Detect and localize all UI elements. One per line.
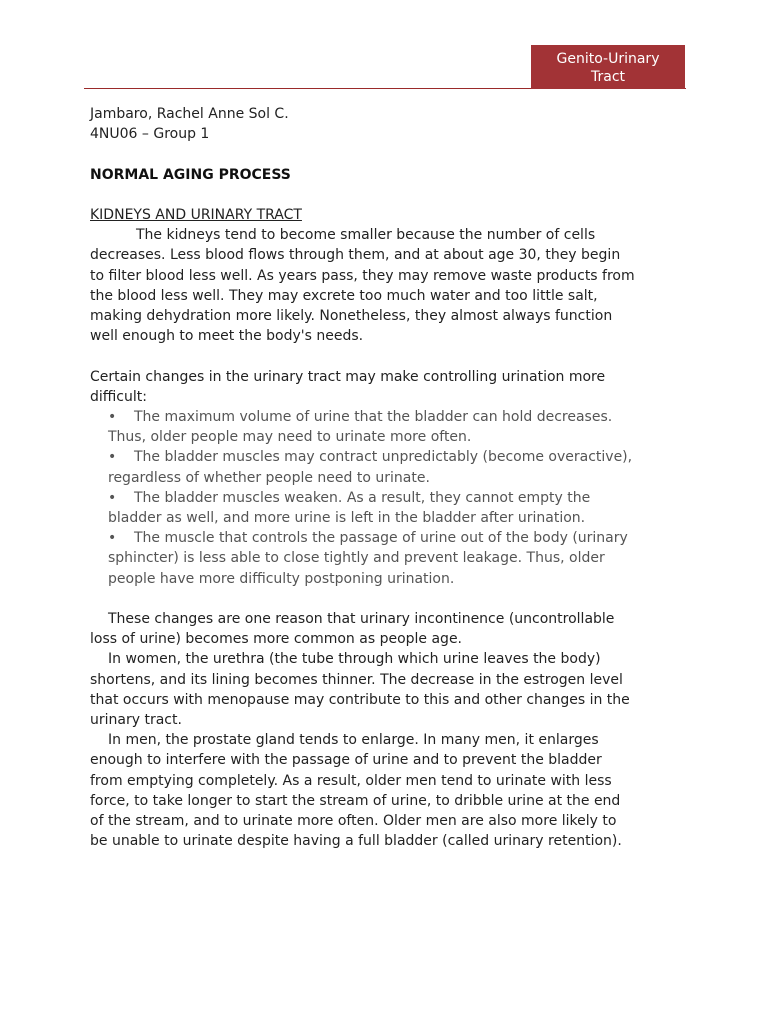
paragraph-line: urinary tract. — [90, 712, 182, 729]
bullet-icon: • — [108, 489, 117, 506]
header-tab-line1: Genito-Urinary — [556, 50, 660, 67]
section-heading: KIDNEYS AND URINARY TRACT — [90, 206, 302, 223]
list-item — [90, 528, 686, 589]
paragraph-line: These changes are one reason that urinary incontinence (uncontrollable — [108, 611, 615, 628]
paragraph-line: force, to take longer to start the stream of urine, to dribble urine at the end — [90, 792, 621, 809]
bullet-text: The bladder muscles may contract unpredictably (become overactive), — [134, 449, 633, 466]
paragraph-line: decreases. Less blood flows through them, and at about age 30, they begin — [90, 247, 621, 264]
paragraph-line: the blood less well. They may excrete too much water and too little salt, — [90, 287, 598, 304]
bullet-text: people have more difficulty postponing urination. — [108, 570, 455, 587]
document-body — [90, 104, 686, 851]
paragraph-line: from emptying completely. As a result, older men tend to urinate with less — [90, 772, 612, 789]
paragraph-line: making dehydration more likely. Nonetheless, they almost always function — [90, 308, 613, 324]
bullet-icon: • — [108, 530, 117, 547]
paragraph-incontinence — [90, 609, 686, 649]
bullet-text: The maximum volume of urine that the bladder can hold decreases. — [134, 409, 613, 425]
paragraph-line: be unable to urinate despite having a full bladder (called urinary retention). — [90, 833, 622, 850]
author-group: 4NU06 – Group 1 — [90, 126, 210, 143]
paragraph-line: that occurs with menopause may contribute to this and other changes in the — [90, 691, 630, 708]
paragraph-line: The kidneys tend to become smaller because the number of cells — [136, 227, 596, 244]
paragraph-line: difficult: — [90, 388, 147, 405]
paragraph-women — [90, 649, 686, 730]
bullet-text: regardless of whether people need to urinate. — [108, 469, 430, 486]
list-item — [90, 488, 686, 528]
paragraph-line: well enough to meet the body's needs. — [90, 328, 364, 345]
bullet-icon: • — [108, 409, 117, 425]
paragraph-urinary-changes — [90, 367, 686, 407]
bullet-text: The bladder muscles weaken. As a result, they cannot empty the — [134, 489, 591, 506]
header-tab-line2: Tract — [590, 68, 625, 85]
paragraph-line: loss of urine) becomes more common as people age. — [90, 631, 463, 648]
list-item — [90, 447, 686, 487]
header-tab — [531, 45, 685, 89]
paragraph-line: shortens, and its lining becomes thinner. The decrease in the estrogen level — [90, 671, 623, 688]
paragraph-line: of the stream, and to urinate more often. Older men are also more likely to — [90, 813, 617, 830]
paragraph-line: In women, the urethra (the tube through which urine leaves the body) — [108, 651, 601, 668]
paragraph-kidneys — [90, 225, 686, 346]
list-item — [90, 407, 686, 447]
bullet-text: bladder as well, and more urine is left in the bladder after urination. — [108, 510, 586, 527]
author-name: Jambaro, Rachel Anne Sol C. — [90, 106, 289, 122]
paragraph-line: to filter blood less well. As years pass, they may remove waste products from — [90, 267, 635, 284]
bullet-text: Thus, older people may need to urinate more often. — [108, 429, 472, 446]
bullet-text: sphincter) is less able to close tightly and prevent leakage. Thus, older — [108, 550, 605, 567]
paragraph-line: enough to interfere with the passage of urine and to prevent the bladder — [90, 752, 602, 769]
paragraph-line: In men, the prostate gland tends to enlarge. In many men, it enlarges — [108, 732, 599, 749]
page-title: NORMAL AGING PROCESS — [90, 166, 291, 183]
paragraph-line: Certain changes in the urinary tract may make controlling urination more — [90, 368, 606, 385]
bullet-text: The muscle that controls the passage of urine out of the body (urinary — [134, 530, 628, 547]
paragraph-men — [90, 730, 686, 851]
bullet-list — [90, 407, 686, 589]
bullet-icon: • — [108, 449, 117, 466]
